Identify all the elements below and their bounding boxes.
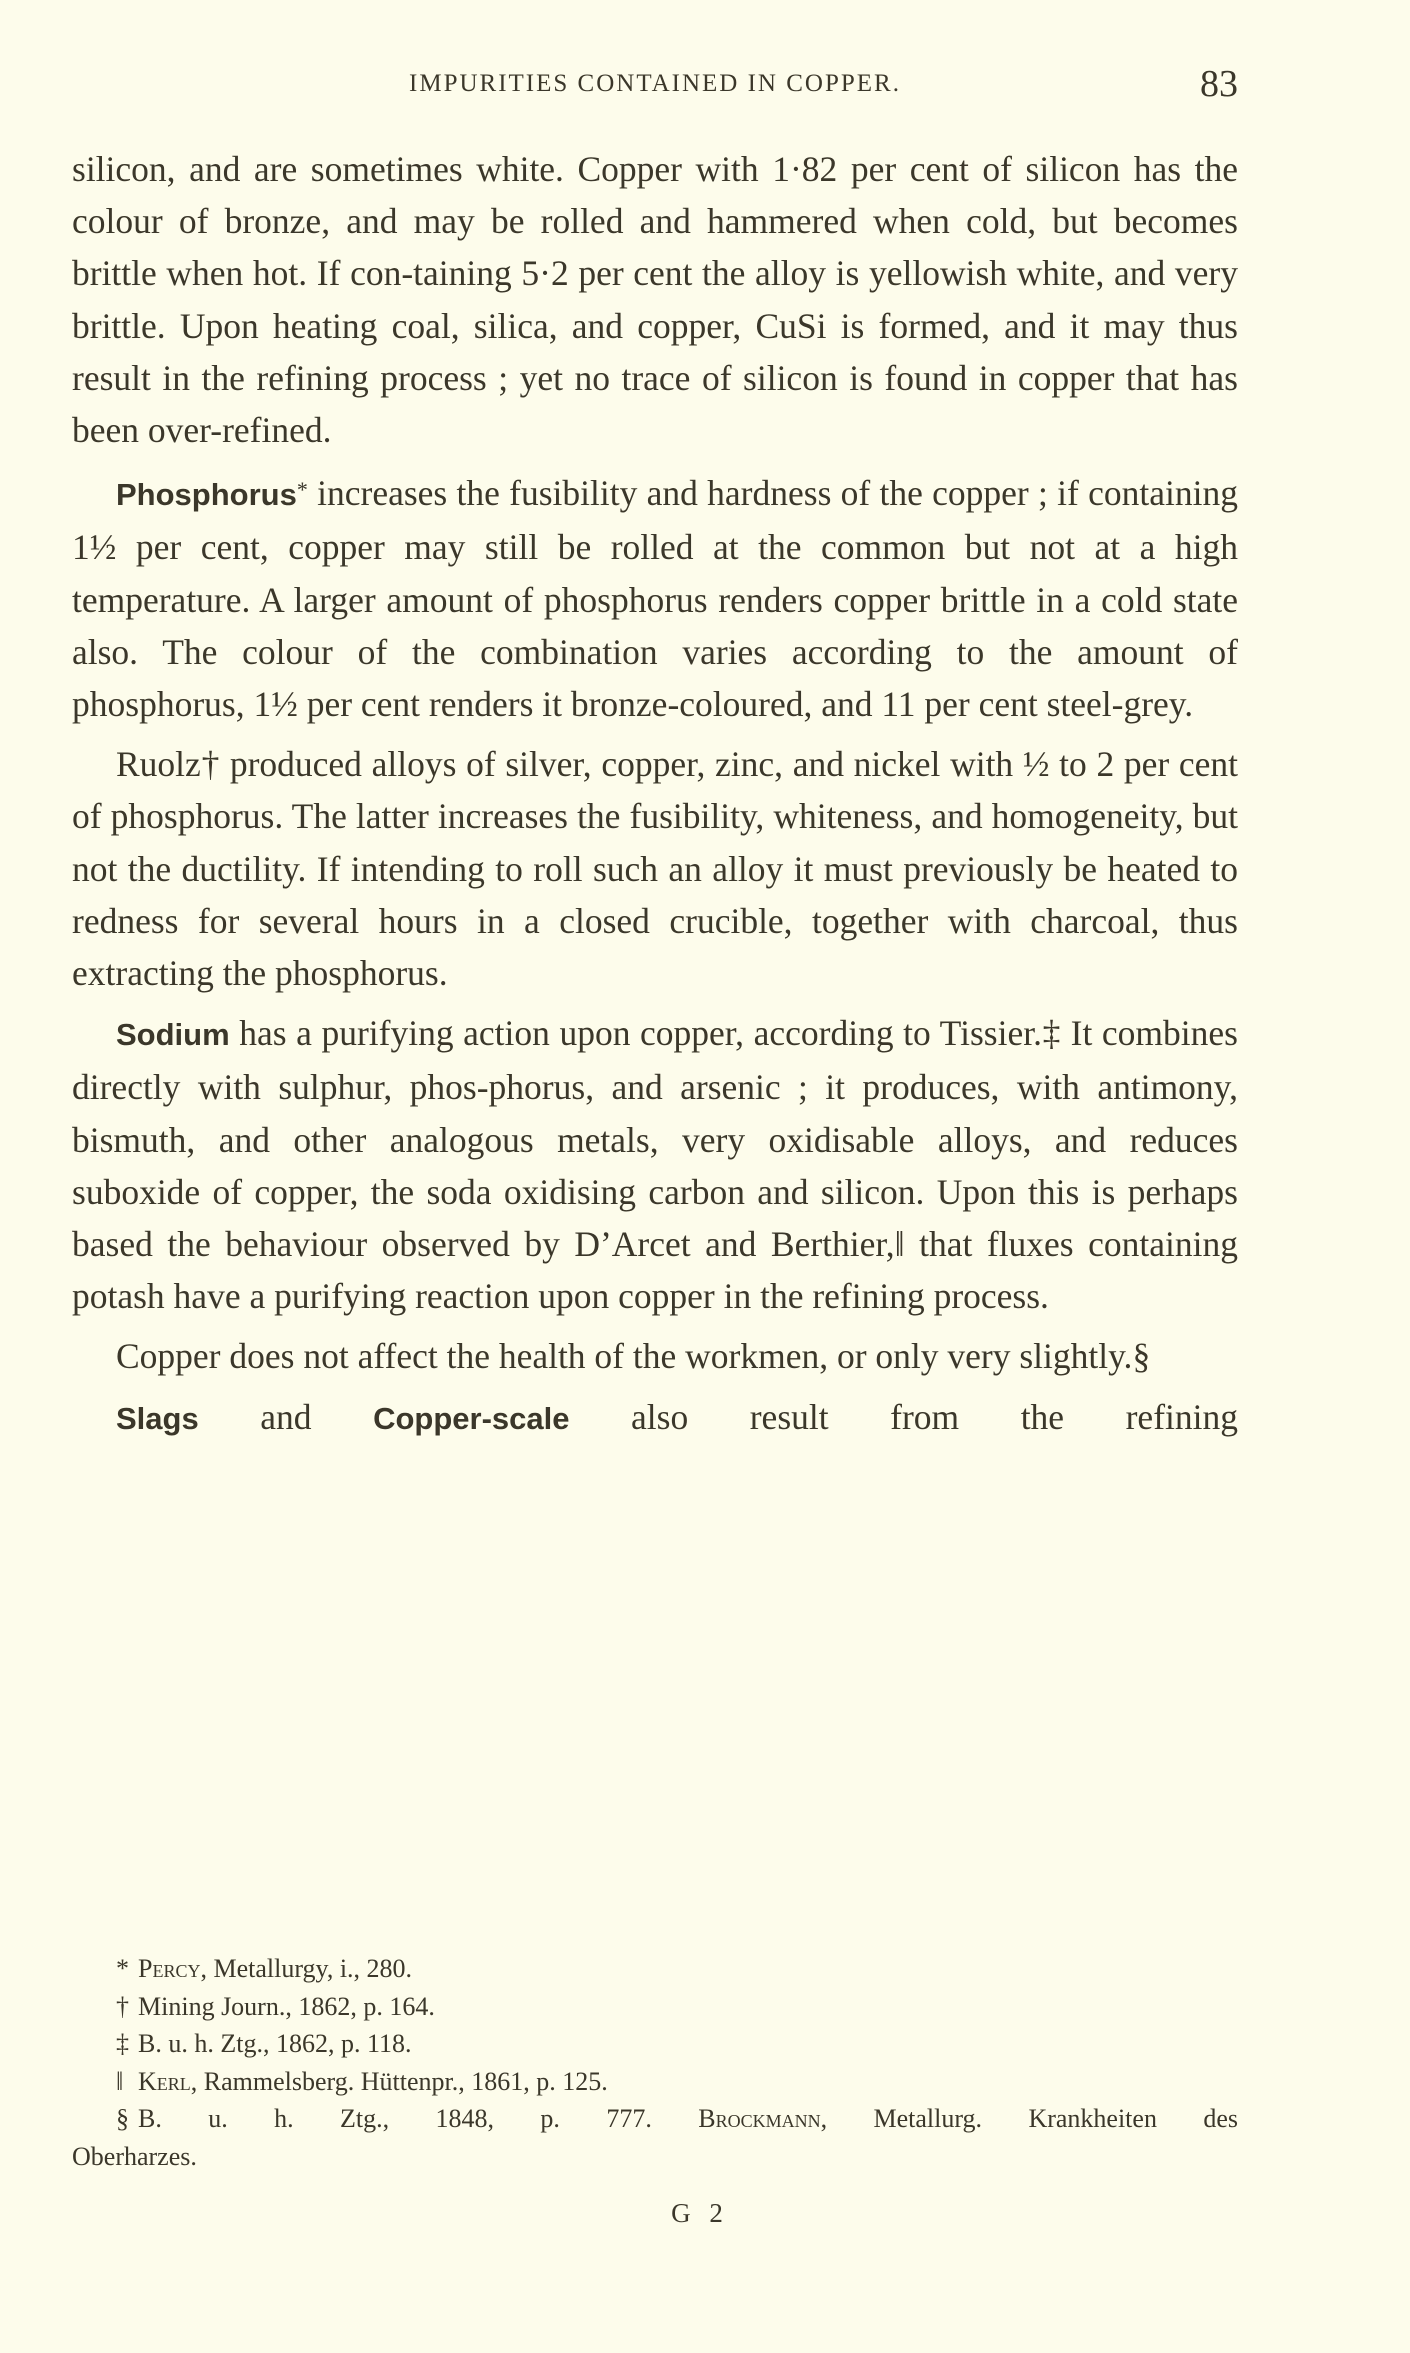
footnote: ‖ Kerl, Rammelsberg. Hüttenpr., 1861, p. 125. (116, 2066, 608, 2096)
footnote-ref-double-dagger[interactable]: ‡ (1041, 1013, 1062, 1054)
running-header (72, 62, 1238, 112)
footnote-ref-dagger[interactable]: † (200, 744, 221, 785)
footnote: † Mining Journ., 1862, p. 164. (116, 1991, 435, 2021)
paragraph-health: Copper does not affect the health of the workmen, or only very slightly.§ (116, 1336, 1151, 1377)
term-sodium: Sodium (116, 1017, 230, 1053)
running-title: IMPURITIES CONTAINED IN COPPER. (409, 70, 901, 97)
paragraph-sodium: Sodium has a purifying action upon copper, according to Tissier.‡ It combines directly with sulphur, phos-phorus, and arsenic ; it produces, with antimony, bismuth, and other analogous metals, very oxidisable alloys, and reduces suboxide of copper, the soda oxidising carbon and silicon. Upon this is perhaps based the behaviour observed by D’Arcet and Berthier,‖ that fluxes containing potash have a purifying reaction upon copper in the refining process. (72, 1013, 1238, 1317)
paragraph-slags: Slags and Copper-scale also result from the refining (116, 1396, 1238, 1437)
footnote: § B. u. h. Ztg., 1848, p. 777. Brockmann, Metallurg. Krankheiten des (116, 2104, 1239, 2133)
footnote-ref-parallel[interactable]: ‖ (894, 1224, 905, 1265)
term-phosphorus: Phosphorus (116, 477, 297, 513)
footnote: ‡ B. u. h. Ztg., 1862, p. 118. (116, 2029, 412, 2058)
signature-mark: G 2 (671, 2198, 729, 2228)
term-copper-scale: Copper-scale (373, 1400, 570, 1436)
footnote-continuation: Oberharzes. (72, 2141, 197, 2171)
body-text (72, 143, 1238, 1453)
footnote-ref-section[interactable]: § (1132, 1336, 1151, 1377)
paragraph-silicon: silicon, and are sometimes white. Copper with 1·82 per cent of silicon has the colour of bronze, and may be rolled and hammered when cold, but becomes brittle when hot. If con-taining 5·2 per cent the alloy is yellowish white, and very brittle. Upon heating coal, silica, and copper, CuSi is formed, and it may thus result in the refining process ; yet no trace of silicon is found in copper that has been over-refined. (72, 149, 1238, 451)
term-slags: Slags (116, 1400, 199, 1436)
footnote-ref-star[interactable]: * (296, 477, 308, 503)
paragraph-phosphorus: Phosphorus* increases the fusibility and hardness of the copper ; if containing 1½ per cent, copper may still be rolled at the common but not at a high temperature. A larger amount of phosphorus renders copper brittle in a cold state also. The colour of the combination varies according to the amount of phosphorus, 1½ per cent renders it bronze-coloured, and 11 per cent steel-grey. (72, 473, 1238, 725)
page-number: 83 (1200, 63, 1238, 105)
footnotes (72, 1950, 1238, 2175)
footnote: * Percy, Metallurgy, i., 280. (116, 1954, 413, 1983)
paragraph-ruolz: Ruolz† produced alloys of silver, copper, zinc, and nickel with ½ to 2 per cent of phosphorus. The latter increases the fusibility, whiteness, and homogeneity, but not the ductility. If intending to roll such an alloy it must previously be heated to redness for several hours in a closed crucible, together with charcoal, thus extracting the phosphorus. (72, 744, 1239, 994)
